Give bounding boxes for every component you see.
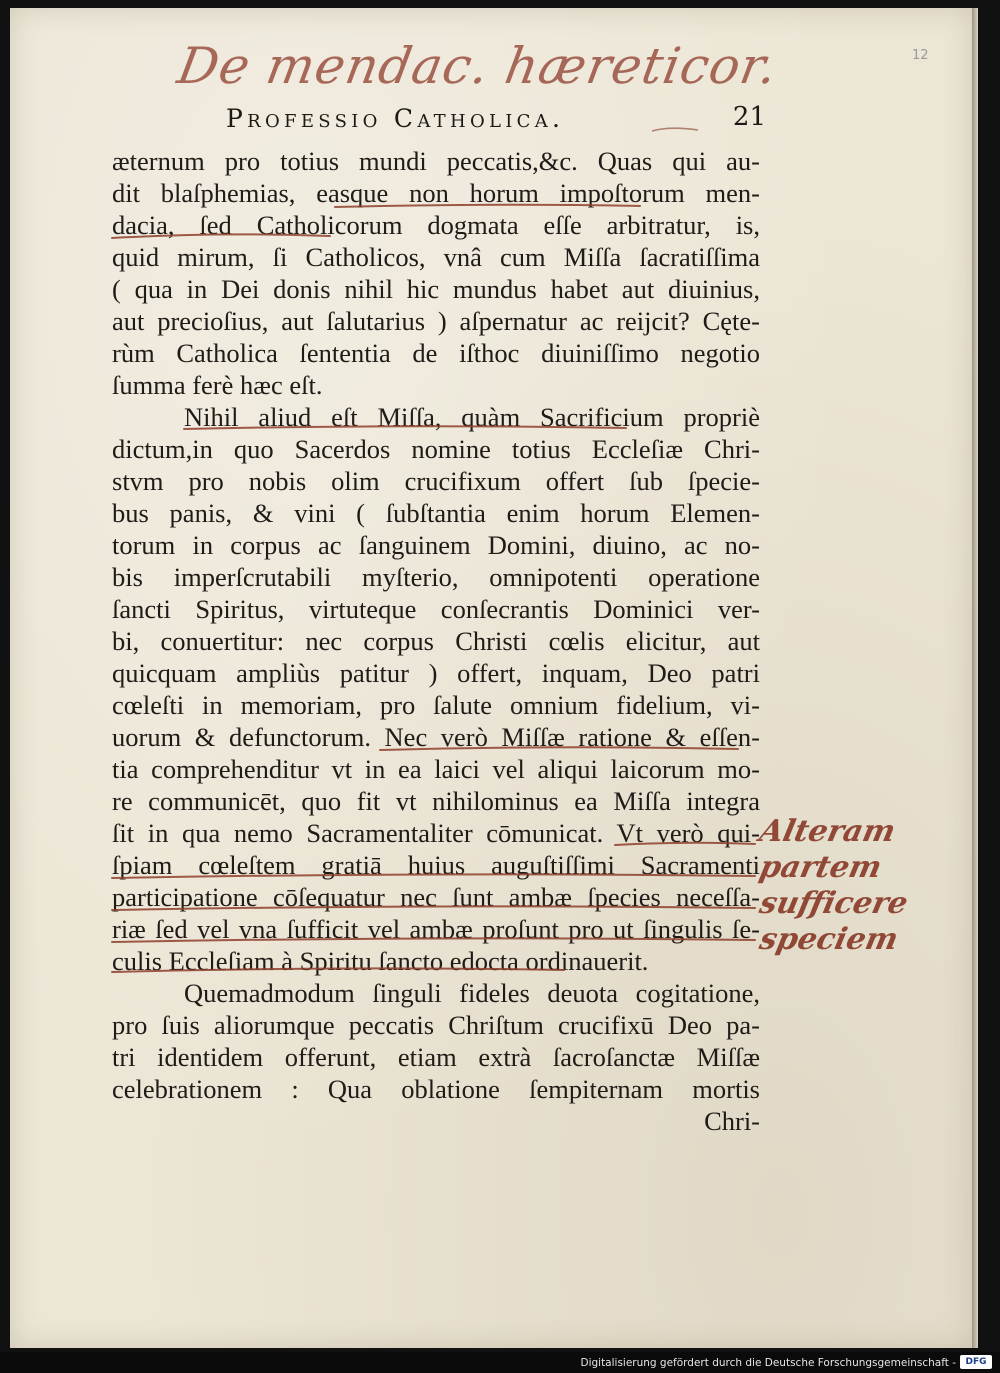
text-line: bus panis, & vini ( ſubſtantia enim horum Elemen- bbox=[112, 498, 760, 528]
text-line: bi, conuertitur: nec corpus Christi cœlis elicitur, aut bbox=[112, 626, 760, 656]
text-line: ſumma ferè hæc eſt. bbox=[112, 370, 323, 400]
text-line: Nihil aliud eſt Miſſa, quàm Sacrificium propriè bbox=[184, 402, 760, 432]
text-line: rùm Catholica ſententia de iſthoc diuiniſſimo negotio bbox=[112, 338, 760, 368]
footer-bar bbox=[0, 1352, 1000, 1373]
text-line: pro ſuis aliorumque peccatis Chriſtum crucifixū Deo pa- bbox=[112, 1010, 760, 1040]
text-line: ſpiam cœleſtem gratiā huius auguſtiſſimi Sacramenti bbox=[112, 850, 760, 880]
text-line: ſancti Spiritus, virtuteque conſecrantis Dominici ver- bbox=[112, 594, 760, 624]
page-edge bbox=[972, 8, 978, 1348]
text-line: aut precioſius, aut ſalutarius ) aſpernatur ac reijcit? Cęte- bbox=[112, 306, 760, 336]
pencil-folio-number: 12 bbox=[912, 48, 929, 63]
text-line: ( qua in Dei donis nihil hic mundus habet aut diuinius, bbox=[112, 274, 760, 304]
text-line: ſit in qua nemo Sacramentaliter cōmunicat. Vt verò qui- bbox=[112, 818, 760, 848]
text-line: tri identidem offerunt, etiam extrà ſacroſanctæ Miſſæ bbox=[112, 1042, 760, 1072]
text-line: participatione cōſequatur nec ſunt ambæ ſpecies neceſſa- bbox=[112, 882, 760, 912]
text-line: re communicēt, quo fit vt nihilominus ea Miſſa integra bbox=[112, 786, 760, 816]
flourish-ornament bbox=[650, 124, 700, 134]
text-line: stvm pro nobis olim crucifixum offert ſub ſpecie- bbox=[112, 466, 760, 496]
text-line: celebrationem : Qua oblatione ſempiternam mortis bbox=[112, 1074, 760, 1104]
text-line: æternum pro totius mundi peccatis,&c. Quas qui au- bbox=[112, 146, 760, 176]
margin-note-line: speciem bbox=[756, 922, 902, 957]
margin-note-line: Alteram bbox=[756, 814, 899, 849]
text-line: bis imperſcrutabili myſterio, omnipotenti operatione bbox=[112, 562, 760, 592]
page-number: 21 bbox=[732, 102, 766, 132]
manuscript-heading: De mendac. hæreticor. bbox=[173, 37, 783, 95]
text-line: cœleſti in memoriam, pro ſalute omnium fidelium, vi- bbox=[112, 690, 760, 720]
margin-note-line: sufficere bbox=[756, 886, 911, 921]
funding-credit: Digitalisierung gefördert durch die Deutsche Forschungsgemeinschaft - bbox=[580, 1357, 956, 1369]
text-line: quid mirum, ſi Catholicos, vnâ cum Miſſa ſacratiſſima bbox=[112, 242, 760, 272]
running-head bbox=[226, 104, 766, 140]
text-line: riæ ſed vel vna ſufficit vel ambæ proſunt pro ut ſingulis ſe- bbox=[112, 914, 760, 944]
text-line: Quemadmodum ſinguli fideles deuota cogitatione, bbox=[184, 978, 760, 1008]
margin-note-line: partem bbox=[756, 850, 885, 885]
text-line: dit blaſphemias, easque non horum impoſtorum men- bbox=[112, 178, 760, 208]
text-line: culis Eccleſiam à Spiritu ſancto edocta ordinauerit. bbox=[112, 946, 649, 976]
text-line: uorum & defunctorum. Nec verò Miſſæ ratione & eſſen- bbox=[112, 722, 760, 752]
text-line: quicquam ampliùs patitur ) offert, inquam, Deo patri bbox=[112, 658, 760, 688]
running-title: Professio Catholica. bbox=[226, 104, 565, 133]
text-line: dacia, ſed Catholicorum dogmata eſſe arbitratur, is, bbox=[112, 210, 760, 240]
dfg-logo: DFG bbox=[960, 1355, 992, 1369]
text-line: tia comprehenditur vt in ea laici vel aliqui laicorum mo- bbox=[112, 754, 760, 784]
text-line: dictum,in quo Sacerdos nomine totius Eccleſiæ Chri- bbox=[112, 434, 760, 464]
catchword: Chri- bbox=[704, 1106, 760, 1136]
text-line: torum in corpus ac ſanguinem Domini, diuino, ac no- bbox=[112, 530, 760, 560]
